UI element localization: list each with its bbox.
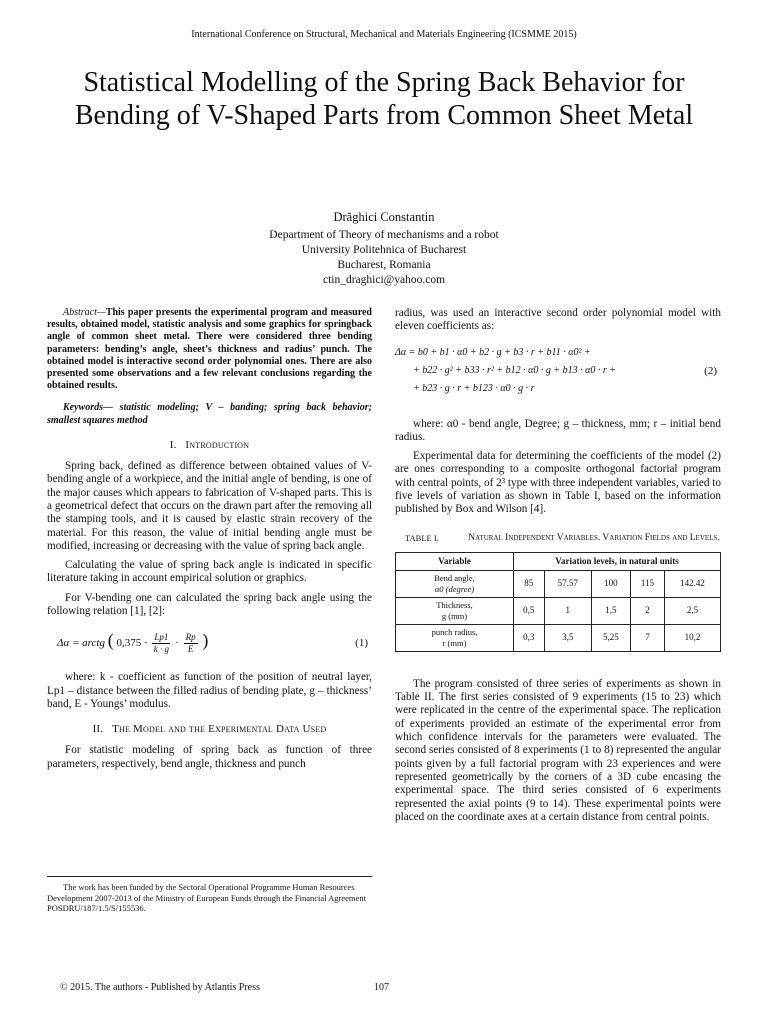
eq1-f1-bot: k · g <box>153 644 170 655</box>
conference-header: International Conference on Structural, Mechanical and Materials Engineering (ICSMME 2015) <box>191 29 577 40</box>
page-number: 107 <box>374 982 389 993</box>
section-number: I. <box>169 438 177 451</box>
table-header-row <box>396 552 721 570</box>
abstract-text: This paper presents the experimental program and measured results, obtained model, statistic analysis and some graphics for springback angle of common sheet metal. There were considered three bending parameters: bending’s angle, sheet’s thickness and radius’ punch. The obtained model is interactive second order polynomial ones. There are also presented some observations and a few relevant conclusions regarding the obtained results. <box>47 307 372 392</box>
intro-paragraph-1: Spring back, defined as difference between obtained values of V-bending angle of a workpiece, and the initial angle of bending, is one of the major causes which appears to fabrication of V-shaped parts. This is a geometrical defect that occurs on the drawn part after the removing all the stamping tools, and it is caused by elastic strain recovery of the material. For this reason, the value of initial bending angle must be modified, increasing or decreasing with the value of spring back angle. <box>47 460 372 552</box>
table-row <box>396 597 721 624</box>
table-cell: 1,5 <box>591 597 630 624</box>
eq1-f2-top: Rp <box>185 632 196 643</box>
author-city: Bucharest, Romania <box>337 259 431 271</box>
author-university: University Politehnica of Bucharest <box>301 244 467 256</box>
table-cell: 7 <box>630 624 664 651</box>
table-1 <box>395 552 721 652</box>
section-title: Introduction <box>185 438 250 451</box>
eq2-line-2: + b22 · g² + b33 · r² + b12 · α0 · g + b13 · α0 · r + <box>413 364 617 376</box>
table-cell: 2,5 <box>665 597 721 624</box>
table-header-levels: Variation levels, in natural units <box>514 552 721 570</box>
eq1-f2-bot: E <box>187 644 194 655</box>
abstract-lead: Abstract— <box>63 307 106 318</box>
equation-2-number: (2) <box>704 364 717 377</box>
table-cell: 142.42 <box>665 570 721 597</box>
table-1-number: TABLE I. <box>405 532 439 543</box>
table-cell-variable <box>396 570 514 597</box>
table-header-variable: Variable <box>396 552 514 570</box>
table-cell: 115 <box>630 570 664 597</box>
right-paragraph-3: Experimental data for determining the coefficients of the model (2) are ones corresponding to a composite orthogonal factorial program with central points, of 2³ type with three independent variables, varied to five levels of variation as shown in Table I, based on the information published by Box and Wilson [4]. <box>395 450 721 516</box>
eq1-fraction-1 <box>152 632 170 655</box>
table-cell-variable <box>396 624 514 651</box>
author-block <box>0 210 768 288</box>
right-column <box>395 307 721 830</box>
section-title: The Model and the Experimental Data Used <box>112 723 327 736</box>
eq1-lhs: Δα = arctg <box>57 637 105 650</box>
equation-1 <box>47 632 372 655</box>
eq1-coef: 0,375 · <box>116 637 148 650</box>
author-department: Department of Theory of mechanisms and a robot <box>269 229 499 241</box>
variable-unit: r (mm) <box>442 637 467 648</box>
right-paragraph-1: radius, was used an interactive second order polynomial model with eleven coefficients as: <box>395 307 721 333</box>
table-cell: 2 <box>630 597 664 624</box>
table-cell: 85 <box>514 570 545 597</box>
variable-unit: α0 (degree) <box>434 583 475 594</box>
section-heading-model <box>47 723 372 736</box>
eq2-line-1: Δα = b0 + b1 · α0 + b2 · g + b3 · r + b11 · α0² + <box>395 346 591 358</box>
table-cell-variable <box>396 597 514 624</box>
table-cell: 0,5 <box>514 597 545 624</box>
section-heading-introduction <box>47 439 372 452</box>
variable-name: Thickness, <box>436 599 473 610</box>
table-cell: 1 <box>544 597 591 624</box>
intro-paragraph-2: Calculating the value of spring back angle is indicated in specific literature taking in account empirical solution or graphics. <box>47 559 372 585</box>
table-cell: 57.57 <box>544 570 591 597</box>
right-paragraph-4: The program consisted of three series of experiments as shown in Table II. The first series consisted of 9 experiments (15 to 23) which were replicated in the centre of the experimental space. The replication of experiments provided an estimate of the experimental error from which confidence intervals for the parameters were evaluated. The second series consisted of 8 experiments (1 to 8) represented the angular points given by a full factorial program with 23 experiences and were represented geometrically by the corners of a 3D cube encasing the experimental space. The third series consisted of 6 experiments represented the axial points (9 to 14). These experimental points were placed on the coordinate axes at a certain distance from central points. <box>395 677 721 823</box>
intro-paragraph-3: For V-bending one can calculated the spring back angle using the following relation [1], [2]: <box>47 591 372 617</box>
table-row <box>396 570 721 597</box>
author-name: Drăghici Constantin <box>333 210 435 224</box>
table-1-title: Natural Independent Variables. Variation Fields and Levels. <box>468 532 720 543</box>
table-cell: 10,2 <box>665 624 721 651</box>
paragraph-where-1: where: k - coefficient as function of the position of neutral layer, Lp1 – distance between the filled radius of bending plate, g – thickness’ band, E - Youngs’ modulus. <box>47 671 372 710</box>
table-cell: 3,5 <box>544 624 591 651</box>
table-cell: 100 <box>591 570 630 597</box>
section-number: II. <box>92 723 104 736</box>
abstract <box>47 307 372 392</box>
equation-1-number: (1) <box>355 637 368 650</box>
eq1-f1-top: Lp1 <box>154 632 169 643</box>
table-row <box>396 624 721 651</box>
table-1-caption <box>405 533 721 544</box>
table-cell: 5,25 <box>591 624 630 651</box>
eq1-fraction-2 <box>184 632 198 655</box>
variable-name: punch radius, <box>431 626 478 637</box>
funding-footnote: The work has been funded by the Sectoral Operational Programme Human Resources Development 2007-2013 of the Ministry of European Funds through the Financial Agreement POSDRU/187/1.5/S/155536. <box>47 882 366 913</box>
footer-copyright: © 2015. The authors - Published by Atlantis Press <box>60 982 260 993</box>
right-paragraph-2: where: α0 - bend angle, Degree; g – thickness, mm; r – initial bend radius. <box>395 417 721 443</box>
table-cell: 0,3 <box>514 624 545 651</box>
footnote-divider <box>47 876 372 877</box>
equation-1-body: Δα = arctg ( 0,375 · $\frac{Lp1}{k \cdot g}$ · $\frac{Rp}{E}$ ) <box>57 630 209 655</box>
variable-name: Bend angle, <box>434 572 475 583</box>
eq2-line-3: + b23 · g · r + b123 · α0 · g · r <box>413 382 535 394</box>
author-email[interactable]: ctin_draghici@yahoo.com <box>322 274 446 286</box>
variable-unit: g (mm) <box>441 610 468 621</box>
paper-title: Statistical Modelling of the Spring Back Behavior for Bending of V-Shaped Parts from Common Sheet Metal <box>74 67 694 131</box>
keywords: Keywords— statistic modeling; V – banding; spring back behavior; smallest squares method <box>47 402 372 426</box>
left-column <box>47 307 372 777</box>
equation-2 <box>395 346 721 408</box>
model-paragraph-1: For statistic modeling of spring back as function of three parameters, respectively, bend angle, thickness and punch <box>47 744 372 770</box>
